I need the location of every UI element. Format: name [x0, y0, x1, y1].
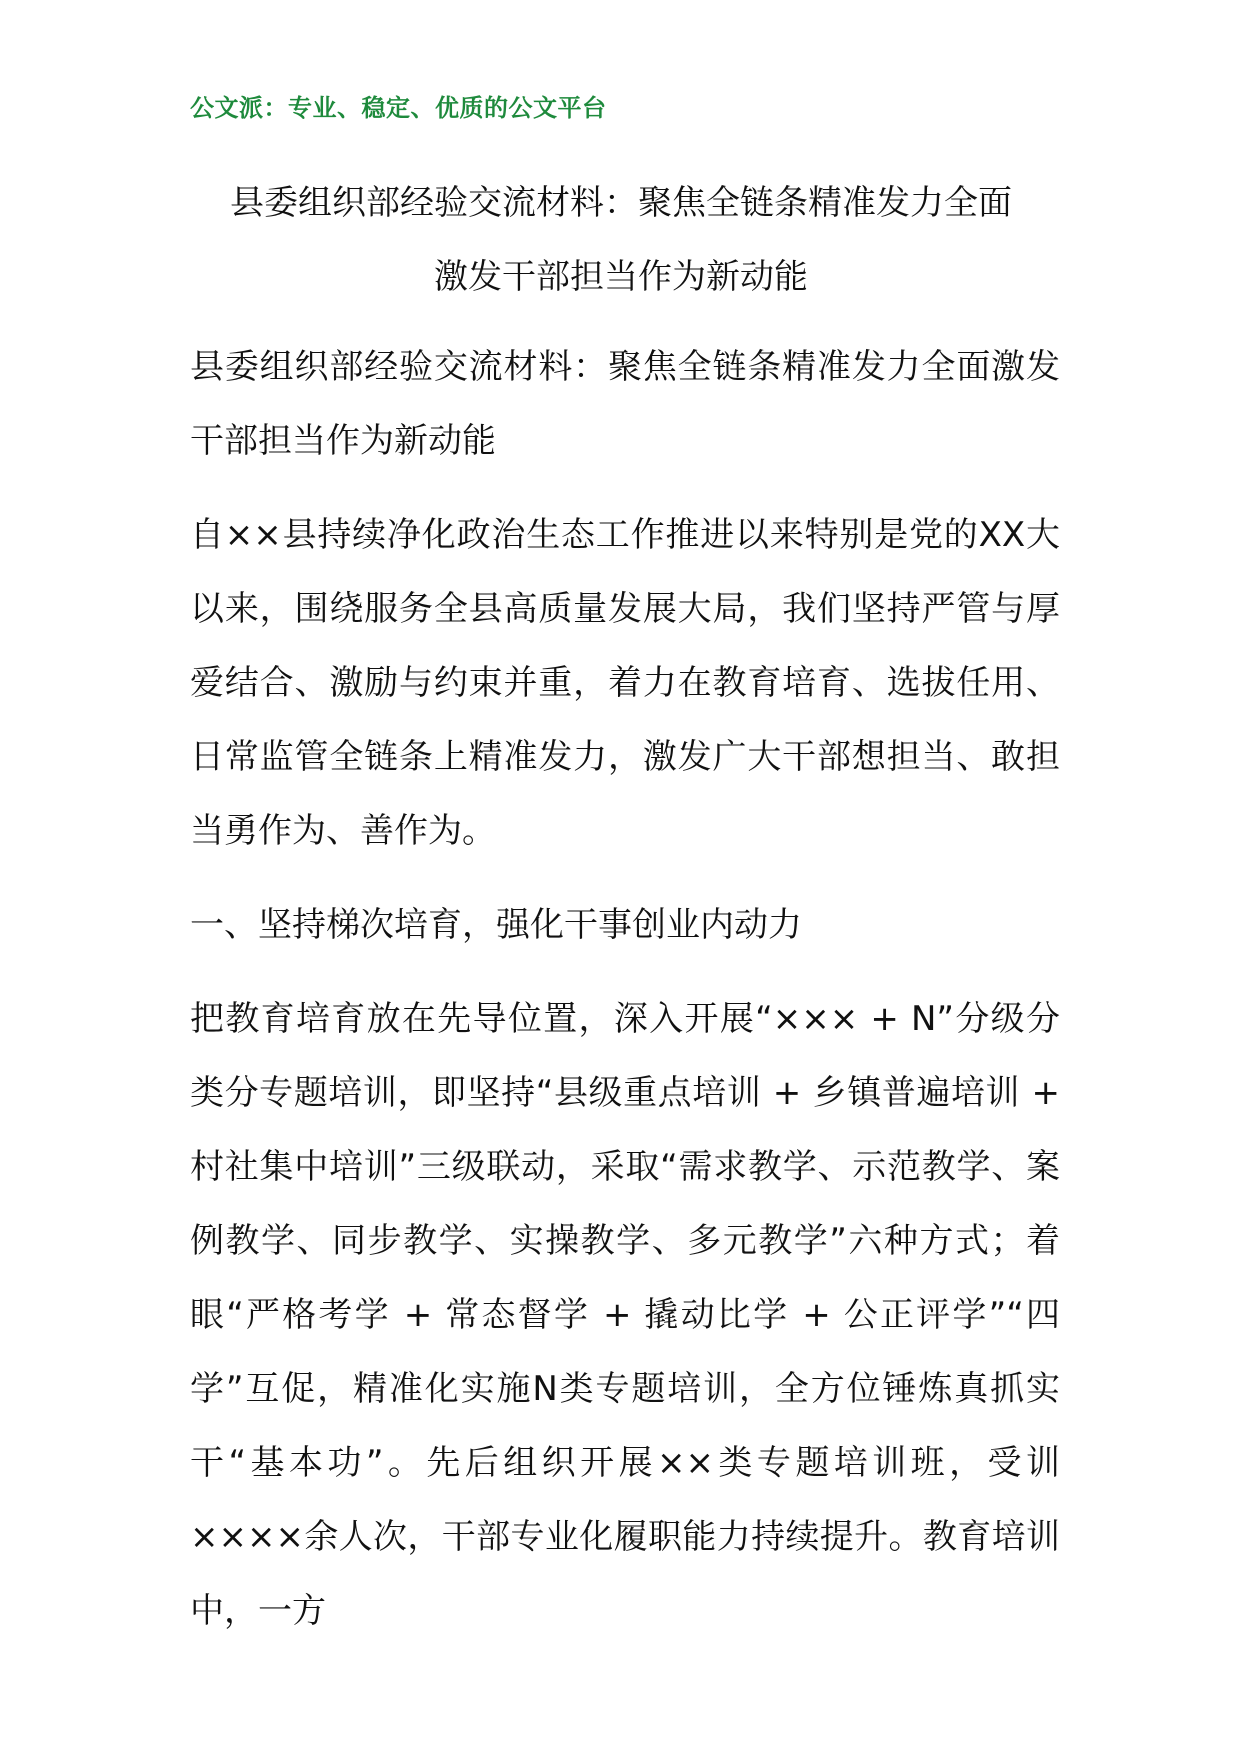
intro-paragraph: 自××县持续净化政治生态工作推进以来特别是党的XX大以来，围绕服务全县高质量发展大局，我们坚持严管与厚爱结合、激励与约束并重，着力在教育培育、选拔任用、日常监管全链条上精准发力，激发广大干部想担当、敢担当勇作为、善作为。: [190, 515, 1060, 851]
platform-banner: 公文派：专业、稳定、优质的公文平台: [190, 94, 607, 122]
subtitle-paragraph: 县委组织部经验交流材料：聚焦全链条精准发力全面激发干部担当作为新动能: [190, 347, 1060, 461]
document-title: [190, 166, 1052, 314]
title-line-1: 县委组织部经验交流材料：聚焦全链条精准发力全面: [230, 183, 1012, 223]
document-body: [190, 330, 1060, 1668]
title-line-2: 激发干部担当作为新动能: [434, 257, 808, 297]
section-body-1: 把教育培育放在先导位置，深入开展“××× + N”分级分类分专题培训，即坚持“县级重点培训 + 乡镇普遍培训 + 村社集中培训”三级联动，采取“需求教学、示范教学、案例教学、同步教学、实操教学、多元教学”六种方式；着眼“严格考学 + 常态督学 + 撬动比学 + 公正评学”“四学”互促，精准化实施N类专题培训，全方位锤炼真抓实干“基本功”。先后组织开展××类专题培训班，受训××××余人次，干部专业化履职能力持续提升。教育培训中，一方: [190, 999, 1060, 1631]
section-heading-1: 一、坚持梯次培育，强化干事创业内动力: [190, 905, 802, 945]
